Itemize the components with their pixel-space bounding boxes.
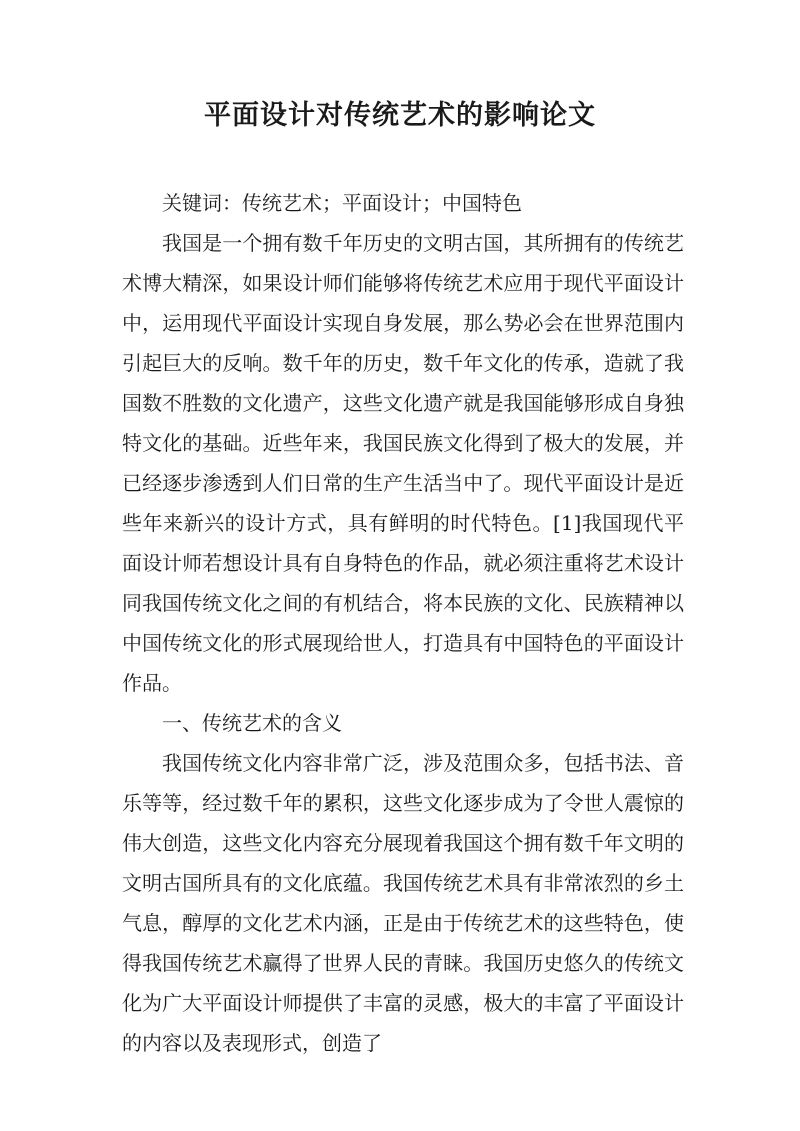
document-title: 平面设计对传统艺术的影响论文 [204, 100, 596, 131]
section-heading: 一、传统艺术的含义 [162, 711, 342, 735]
document-body [122, 183, 684, 1063]
intro-paragraph: 我国是一个拥有数千年历史的文明古国，其所拥有的传统艺术博大精深，如果设计师们能够将传统艺术应用于现代平面设计中，运用现代平面设计实现自身发展，那么势必会在世界范围内引起巨大的反响。数千年的历史，数千年文化的传承，造就了我国数不胜数的文化遗产，这些文化遗产就是我国能够形成自身独特文化的基础。近些年来，我国民族文化得到了极大的发展，并已经逐步渗透到人们日常的生产生活当中了。现代平面设计是近些年来新兴的设计方式，具有鲜明的时代特色。[1]我国现代平面设计师若想设计具有自身特色的作品，就必须注重将艺术设计同我国传统文化之间的有机结合，将本民族的文化、民族精神以中国传统文化的形式展现给世人，打造具有中国特色的平面设计作品。 [122, 231, 684, 695]
section-paragraph: 我国传统文化内容非常广泛，涉及范围众多，包括书法、音乐等等，经过数千年的累积，这些文化逐步成为了令世人震惊的伟大创造，这些文化内容充分展现着我国这个拥有数千年文明的文明古国所具有的文化底蕴。我国传统艺术具有非常浓烈的乡土气息，醇厚的文化艺术内涵，正是由于传统艺术的这些特色，使得我国传统艺术赢得了世界人民的青睐。我国历史悠久的传统文化为广大平面设计师提供了丰富的灵感，极大的丰富了平面设计的内容以及表现形式，创造了 [122, 751, 684, 1055]
keywords-line: 关键词：传统艺术；平面设计；中国特色 [162, 191, 522, 215]
